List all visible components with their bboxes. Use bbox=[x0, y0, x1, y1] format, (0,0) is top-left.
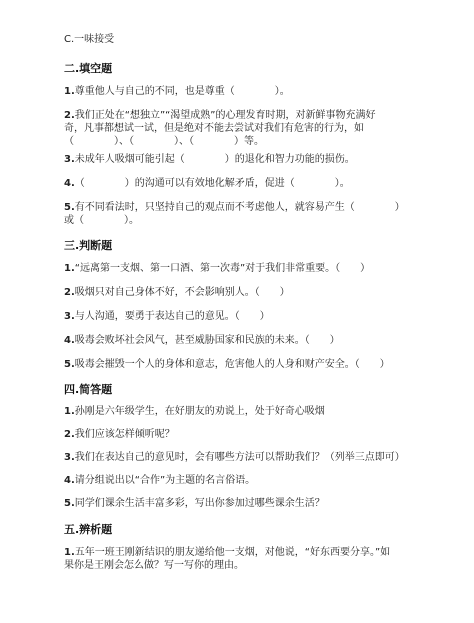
question-number: 2. bbox=[64, 429, 75, 440]
fill-question-3 bbox=[64, 153, 355, 166]
short-question-2 bbox=[64, 428, 175, 441]
question-number: 3. bbox=[64, 154, 75, 165]
question-number: 4. bbox=[64, 178, 75, 189]
fill-question-2-line-b: 奇，凡事都想试一试，但是绝对不能去尝试对我们有危害的行为，如 bbox=[64, 123, 364, 134]
short-question-5 bbox=[64, 497, 325, 510]
fill-question-4 bbox=[64, 177, 350, 190]
judge-question-2-text: 吸烟只对自己身体不好，不会影响别人。（ ） bbox=[74, 287, 290, 298]
question-number: 2. bbox=[64, 287, 75, 298]
fill-question-1-text: 尊重他人与自己的不同，也是尊重（ ）。 bbox=[74, 86, 290, 97]
fill-question-4-text: （ ）的沟通可以有效地化解矛盾，促进（ ）。 bbox=[74, 178, 350, 189]
judge-question-1-text: “远离第一支烟、第一口酒、第一次毒”对于我们非常重要。（ ） bbox=[74, 263, 371, 274]
short-question-4 bbox=[64, 474, 255, 487]
analysis-question-1-text-a: 五年一班王刚新结识的朋友递给他一支烟，对他说，“好东西要分享。”如 bbox=[74, 547, 391, 558]
question-number: 1. bbox=[64, 263, 75, 274]
analysis-question-1-line-b: 果你是王刚会怎么做？写一写你的理由。 bbox=[64, 560, 244, 571]
judge-question-3-text: 与人沟通，要勇于表达自己的意见。（ ） bbox=[74, 311, 270, 322]
fill-question-2-line-c: （ ）、（ ）、（ ）等。 bbox=[64, 136, 264, 147]
judge-question-2 bbox=[64, 286, 290, 299]
section-heading-short: 四.简答题 bbox=[64, 383, 113, 396]
short-question-3 bbox=[64, 451, 405, 464]
section-heading-analysis: 五.辨析题 bbox=[64, 523, 113, 536]
fill-question-3-text: 未成年人吸烟可能引起（ ）的退化和智力功能的损伤。 bbox=[74, 154, 355, 165]
question-number: 5. bbox=[64, 359, 75, 370]
question-number: 4. bbox=[64, 335, 75, 346]
question-number: 4. bbox=[64, 475, 75, 486]
question-number: 5. bbox=[64, 498, 75, 509]
short-question-2-text: 我们应该怎样倾听呢？ bbox=[74, 429, 175, 440]
short-question-5-text: 同学们课余生活丰富多彩，写出你参加过哪些课余生活？ bbox=[74, 498, 325, 509]
question-number: 1. bbox=[64, 547, 75, 558]
question-number: 1. bbox=[64, 406, 75, 417]
judge-question-1 bbox=[64, 262, 370, 275]
section-heading-fill: 二.填空题 bbox=[64, 62, 113, 75]
question-number: 1. bbox=[64, 86, 75, 97]
judge-question-5 bbox=[64, 358, 390, 371]
fill-question-5-line-b: 或（ ）。 bbox=[64, 215, 139, 226]
judge-question-3 bbox=[64, 310, 270, 323]
fill-question-5-text-a: 有不同看法时，只坚持自己的观点而不考虑他人，就容易产生（ ） bbox=[74, 202, 405, 213]
question-number: 5. bbox=[64, 202, 75, 213]
short-question-1 bbox=[64, 405, 325, 418]
judge-question-5-text: 吸毒会摧毁一个人的身体和意志，危害他人的人身和财产安全。（ ） bbox=[74, 359, 390, 370]
analysis-question-1 bbox=[64, 546, 390, 559]
question-number: 3. bbox=[64, 452, 75, 463]
short-question-1-text: 孙刚是六年级学生，在好朋友的劝说上，处于好奇心吸烟 bbox=[74, 406, 325, 417]
fill-question-5 bbox=[64, 201, 405, 214]
fill-question-2-text-a: 我们正处在“想独立”“渴望成熟”的心理发育时期，对新鲜事物充满好 bbox=[74, 110, 376, 121]
short-question-4-text: 请分组说出以“合作”为主题的名言俗语。 bbox=[74, 475, 256, 486]
fill-question-2 bbox=[64, 109, 376, 122]
short-question-3-text: 我们在表达自己的意见时，会有哪些方法可以帮助我们？（列举三点即可） bbox=[74, 452, 405, 463]
fill-question-1 bbox=[64, 85, 290, 98]
option-c-line: C.一味接受 bbox=[64, 34, 115, 45]
question-number: 2. bbox=[64, 110, 75, 121]
question-number: 3. bbox=[64, 311, 75, 322]
judge-question-4 bbox=[64, 334, 340, 347]
judge-question-4-text: 吸毒会败坏社会风气，甚至威胁国家和民族的未来。（ ） bbox=[74, 335, 340, 346]
section-heading-judge: 三.判断题 bbox=[64, 239, 113, 252]
